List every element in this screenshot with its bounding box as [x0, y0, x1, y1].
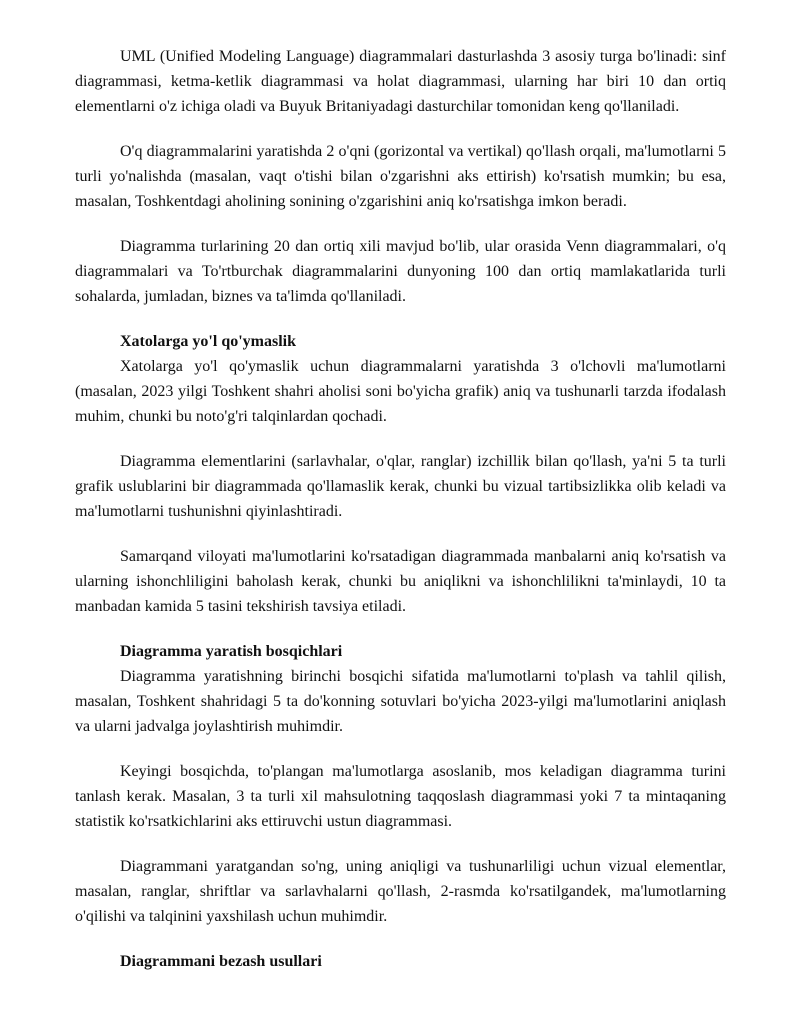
heading-creation-stages: Diagramma yaratish bosqichlari: [120, 643, 343, 660]
paragraph-axis-diagrams: O'q diagrammalarini yaratishda 2 o'qni (gorizontal va vertikal) qo'llash orqali, ma'lumotlarni 5 turli yo'nalishda (masalan, vaqt o'tishi bilan o'zgarishni aks ettirish) ko'rsatish mumkin; bu esa, masalan, Toshkentdagi aholining sonining o'zgarishini aniq ko'rsatishga imkon beradi.: [75, 143, 726, 210]
paragraph-3d-data: Xatolarga yo'l qo'ymaslik uchun diagrammalarni yaratishda 3 o'lchovli ma'lumotlarni (masalan, 2023 yilgi Toshkent shahri aholisi soni bo'yicha grafik) aniq va tushunarli tarzda ifodalash muhim, chunki bu noto'g'ri talqinlardan qochadi.: [75, 358, 726, 425]
paragraph-uml-diagrams: UML (Unified Modeling Language) diagrammalari dasturlashda 3 asosiy turga bo'linadi: sinf diagrammasi, ketma-ketlik diagrammasi va holat diagrammasi, ularning har biri 10 dan ortiq elementlarni o'z ichiga oladi va Buyuk Britaniyadagi dasturchilar tomonidan keng qo'llaniladi.: [75, 48, 726, 115]
heading-avoiding-errors: Xatolarga yo'l qo'ymaslik: [120, 333, 297, 350]
paragraph-sources: Samarqand viloyati ma'lumotlarini ko'rsatadigan diagrammada manbalarni aniq ko'rsatish va ularning ishonchliligini baholash kerak, chunki bu aniqlikni va ishonchlilikni ta'minlaydi, 10 ta manbadan kamida 5 tasini tekshirish tavsiya etiladi.: [75, 548, 726, 615]
paragraph-diagram-types: Diagramma turlarining 20 dan ortiq xili mavjud bo'lib, ular orasida Venn diagrammalari, o'q diagrammalari va To'rtburchak diagrammalarini dunyoning 100 dan ortiq mamlakatlarida turli sohalarda, jumladan, biznes va ta'limda qo'llaniladi.: [75, 238, 726, 305]
paragraph-next-stage: Keyingi bosqichda, to'plangan ma'lumotlarga asoslanib, mos keladigan diagramma turini tanlash kerak. Masalan, 3 ta turli xil mahsulotning taqqoslash diagrammasi yoki 7 ta mintaqaning statistik ko'rsatkichlarini aks ettiruvchi ustun diagrammasi.: [75, 763, 726, 830]
heading-decoration-methods: Diagrammani bezash usullari: [120, 953, 322, 970]
paragraph-diagram-elements: Diagramma elementlarini (sarlavhalar, o'qlar, ranglar) izchillik bilan qo'llash, ya'ni 5 ta turli grafik uslublarini bir diagrammada qo'llamaslik kerak, chunki bu vizual tartibsizlikka olib keladi va ma'lumotlarni tushunishni qiyinlashtiradi.: [75, 453, 726, 520]
document-page: [75, 44, 726, 974]
paragraph-first-stage: Diagramma yaratishning birinchi bosqichi sifatida ma'lumotlarni to'plash va tahlil qilish, masalan, Toshkent shahridagi 5 ta do'konning sotuvlari bo'yicha 2023-yilgi ma'lumotlarini aniqlash va ularni jadvalga joylashtirish muhimdir.: [75, 668, 726, 735]
paragraph-visual-elements: Diagrammani yaratgandan so'ng, uning aniqligi va tushunarliligi uchun vizual elementlar, masalan, ranglar, shriftlar va sarlavhalarni qo'llash, 2-rasmda ko'rsatilgandek, ma'lumotlarning o'qilishi va talqinini yaxshilash uchun muhimdir.: [75, 858, 726, 925]
